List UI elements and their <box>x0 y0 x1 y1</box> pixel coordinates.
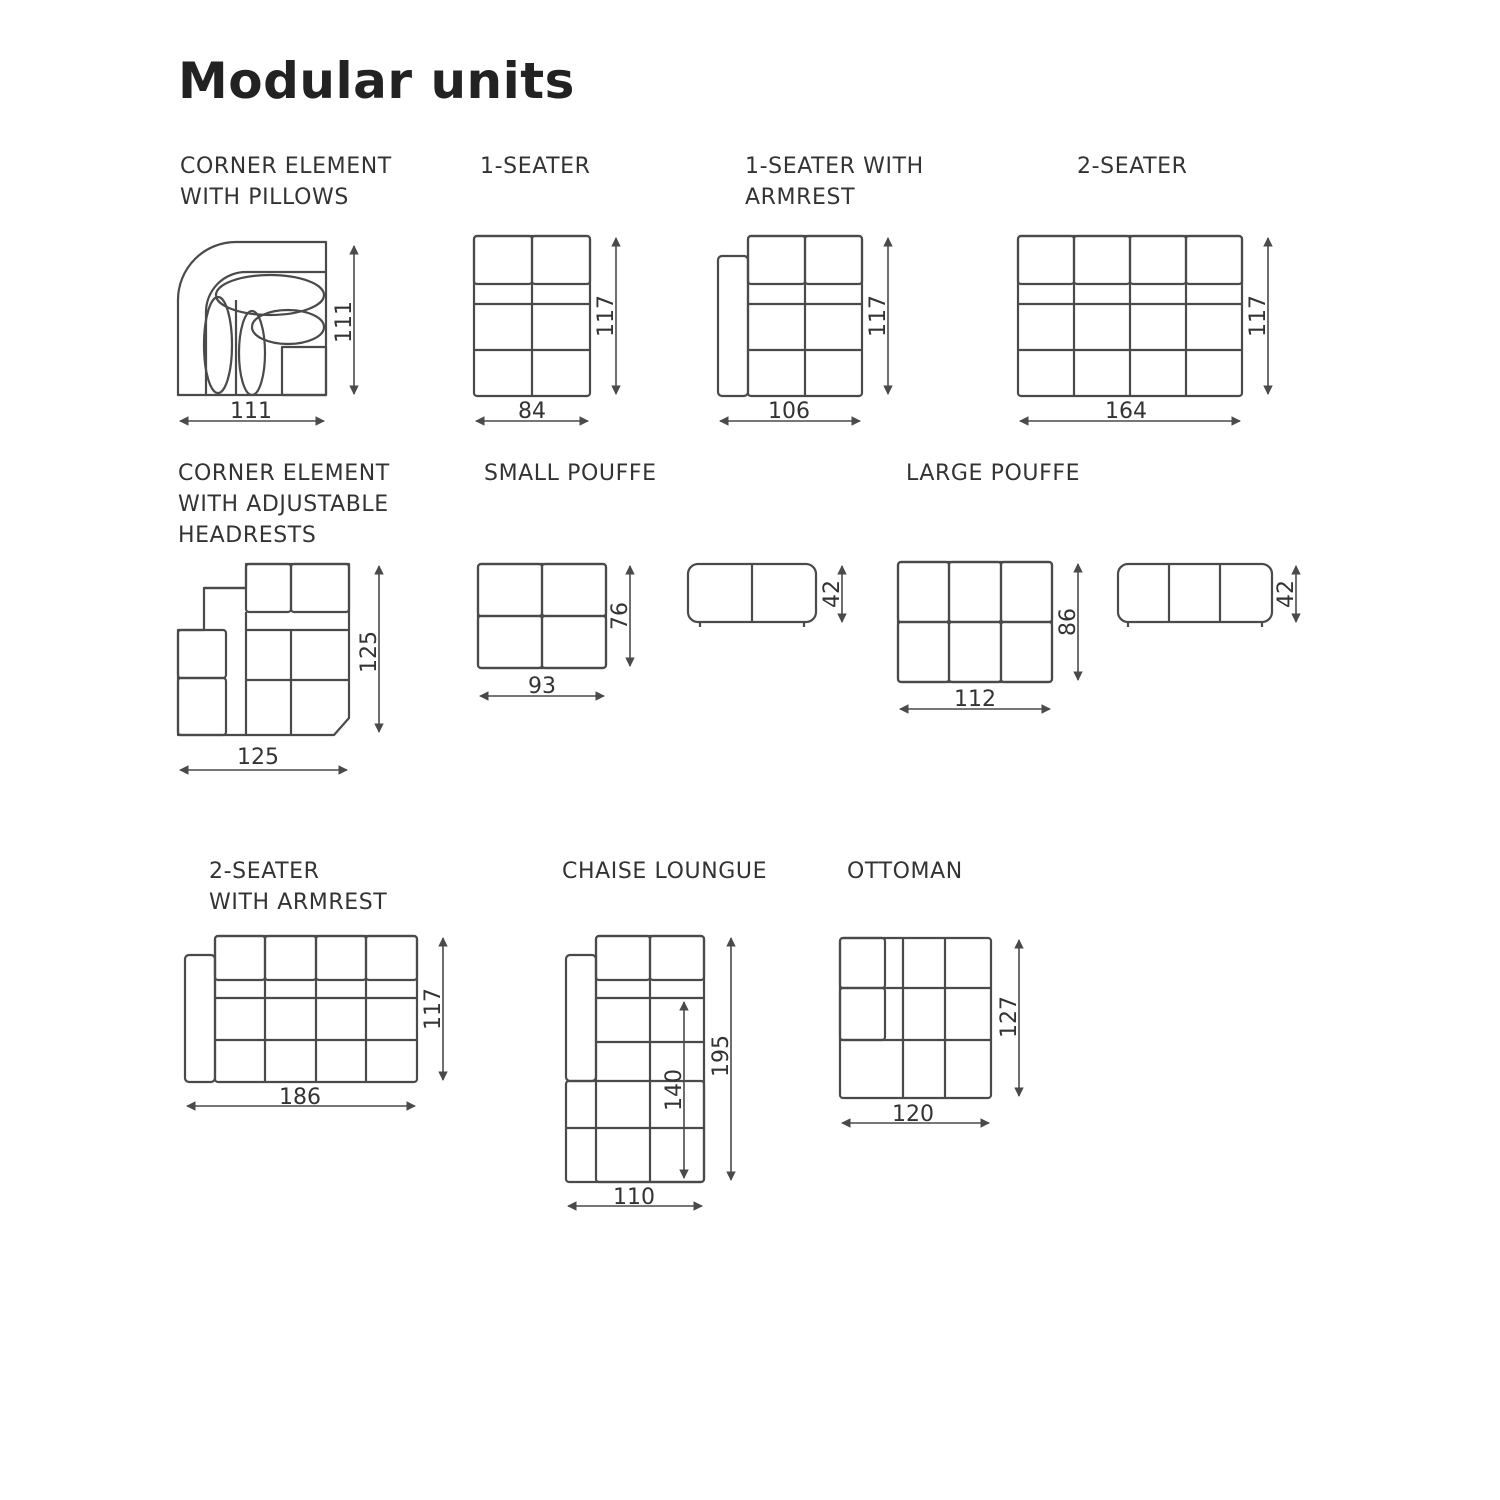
dimension-width-corner-element-with-pillows <box>180 399 324 424</box>
label-2-seater-with-armrest: 2-SEATER WITH ARMREST <box>209 859 388 915</box>
label-chaise-lounge: CHAISE LOUNGUE <box>562 859 768 884</box>
large-pouffe-top-view <box>898 562 1052 682</box>
width-value-large-pouffe: 112 <box>954 687 996 712</box>
page-title: Modular units <box>178 52 575 110</box>
dimension-height-ottoman <box>997 940 1022 1096</box>
corner-element-with-adjustable-headrests-drawing <box>178 564 349 735</box>
dimension-width-chaise-lounge <box>568 1185 702 1210</box>
dimension-width-2-seater-with-armrest <box>187 1085 415 1110</box>
dimension-height-1-seater-with-armrest <box>866 238 891 394</box>
dimension-width-small-pouffe <box>480 674 604 699</box>
height-value-small-pouffe: 42 <box>820 580 845 608</box>
label-corner-element-with-pillows: CORNER ELEMENT WITH PILLOWS <box>180 154 392 210</box>
height-value-ottoman: 127 <box>997 996 1022 1038</box>
width-value-small-pouffe: 93 <box>528 674 556 699</box>
dimension-width-ottoman <box>842 1102 989 1127</box>
2-seater-drawing <box>1018 236 1242 396</box>
corner-element-with-pillows-drawing <box>178 242 326 395</box>
height-value-1-seater: 117 <box>594 295 619 337</box>
dimension-width-large-pouffe <box>900 687 1050 712</box>
dimension-depth-small-pouffe <box>608 566 633 666</box>
1-seater-with-armrest-drawing <box>718 236 862 396</box>
width-value-corner-element-with-adjustable-headrests: 125 <box>237 745 279 770</box>
width-value-2-seater-with-armrest: 186 <box>279 1085 321 1110</box>
depth-value-small-pouffe: 76 <box>608 602 633 630</box>
label-1-seater: 1-SEATER <box>480 154 591 179</box>
label-2-seater: 2-SEATER <box>1077 154 1188 179</box>
label-1-seater-with-armrest: 1-SEATER WITH ARMREST <box>745 154 924 210</box>
dimension-height-2-seater-with-armrest <box>421 938 446 1080</box>
label-corner-element-with-adjustable-headrests: CORNER ELEMENT WITH ADJUSTABLE HEADRESTS <box>178 461 390 548</box>
small-pouffe-side-view <box>688 564 816 627</box>
ottoman-drawing <box>840 938 991 1098</box>
label-ottoman: OTTOMAN <box>847 859 963 884</box>
dimension-width-1-seater <box>476 399 588 424</box>
width-value-ottoman: 120 <box>892 1102 934 1127</box>
height-value-corner-element-with-adjustable-headrests: 125 <box>357 631 382 673</box>
height-value-2-seater-with-armrest: 117 <box>421 988 446 1030</box>
width-value-2-seater: 164 <box>1105 399 1147 424</box>
width-value-1-seater: 84 <box>518 399 546 424</box>
height-value-corner-element-with-pillows: 111 <box>332 301 357 343</box>
width-value-chaise-lounge: 110 <box>613 1185 655 1210</box>
height-value-2-seater: 117 <box>1246 295 1271 337</box>
dimension-height-corner-element-with-pillows <box>332 246 357 394</box>
1-seater-drawing <box>474 236 590 396</box>
small-pouffe-top-view <box>478 564 606 668</box>
dimension-width-2-seater <box>1020 399 1240 424</box>
height-value-1-seater-with-armrest: 117 <box>866 295 891 337</box>
large-pouffe-side-view <box>1118 564 1272 627</box>
inner-length-value-chaise-lounge: 140 <box>662 1069 687 1111</box>
width-value-corner-element-with-pillows: 111 <box>230 399 272 424</box>
dimension-width-corner-element-with-adjustable-headrests <box>180 745 347 770</box>
dimension-height-1-seater <box>594 238 619 394</box>
label-small-pouffe: SMALL POUFFE <box>484 461 657 486</box>
dimension-height-large-pouffe <box>1274 566 1299 622</box>
dimension-height-corner-element-with-adjustable-headrests <box>357 566 382 732</box>
dimension-length-chaise-lounge <box>709 938 734 1180</box>
length-value-chaise-lounge: 195 <box>709 1035 734 1077</box>
height-value-large-pouffe: 42 <box>1274 580 1299 608</box>
dimension-inner-length-chaise-lounge <box>662 1002 687 1178</box>
dimension-height-2-seater <box>1246 238 1271 394</box>
dimension-depth-large-pouffe <box>1056 564 1081 680</box>
2-seater-with-armrest-drawing <box>185 936 417 1082</box>
dimension-width-1-seater-with-armrest <box>720 399 860 424</box>
width-value-1-seater-with-armrest: 106 <box>768 399 810 424</box>
label-large-pouffe: LARGE POUFFE <box>906 461 1081 486</box>
dimension-height-small-pouffe <box>820 566 845 622</box>
depth-value-large-pouffe: 86 <box>1056 608 1081 636</box>
